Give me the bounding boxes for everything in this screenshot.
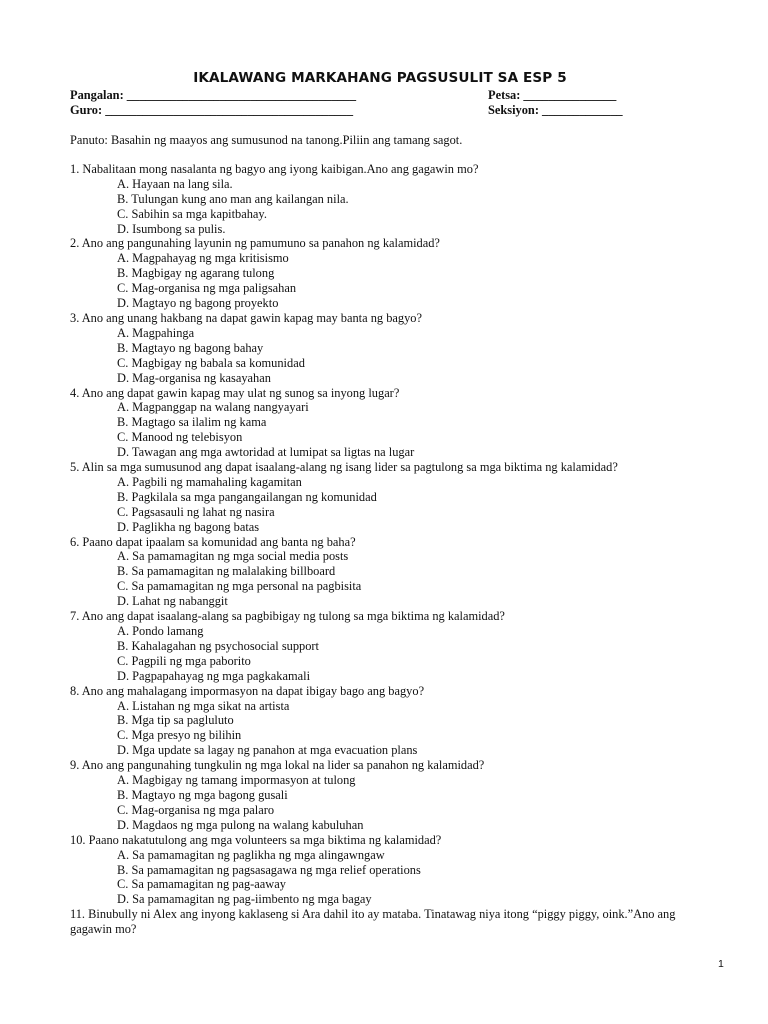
answer-choice: C. Mag-organisa ng mga paligsahan [117, 281, 297, 296]
answer-choice: C. Magbigay ng babala sa komunidad [117, 355, 305, 370]
answer-choice: B. Magbigay ng agarang tulong [117, 266, 275, 281]
question-item [70, 609, 690, 684]
answer-choice: B. Kahalagahan ng psychosocial support [117, 638, 319, 653]
question-item [70, 311, 690, 386]
answer-choice: A. Magbigay ng tamang impormasyon at tulong [117, 773, 356, 788]
question-item [70, 236, 690, 311]
answer-choice: D. Lahat ng nabanggit [117, 594, 228, 609]
question-text: 11. Binubully ni Alex ang inyong kaklaseng si Ara dahil ito ay mataba. Tinatawag niya itong “piggy piggy, oink.”Ano ang gagawin mo? [70, 907, 676, 937]
answer-choice: B. Mga tip sa pagluluto [117, 713, 234, 728]
exam-page [70, 70, 690, 937]
answer-choice: D. Pagpapahayag ng mga pagkakamali [117, 668, 311, 683]
answer-choice: A. Listahan ng mga sikat na artista [117, 698, 290, 713]
question-text: 9. Ano ang pangunahing tungkulin ng mga lokal na lider sa panahon ng kalamidad? [70, 758, 485, 773]
question-text: 2. Ano ang pangunahing layunin ng pamumuno sa panahon ng kalamidad? [70, 236, 440, 251]
answer-choice: D. Mga update sa lagay ng panahon at mga evacuation plans [117, 743, 418, 758]
question-item [70, 907, 690, 937]
question-text: 1. Nabalitaan mong nasalanta ng bagyo ang iyong kaibigan.Ano ang gagawin mo? [70, 161, 479, 176]
answer-choice: D. Magtayo ng bagong proyekto [117, 296, 279, 311]
field-row-name-date [70, 88, 690, 103]
section-field[interactable]: Seksiyon: _____________ [488, 103, 623, 117]
answer-choice: C. Pagpili ng mga paborito [117, 653, 251, 668]
question-list [70, 162, 690, 937]
answer-choice: A. Magpanggap na walang nangyayari [117, 400, 309, 415]
question-text: 7. Ano ang dapat isaalang-alang sa pagbibigay ng tulong sa mga biktima ng kalamidad? [70, 609, 505, 624]
answer-choice: B. Magtago sa ilalim ng kama [117, 415, 267, 430]
question-item [70, 386, 690, 461]
answer-choice: B. Sa pamamagitan ng pagsasagawa ng mga relief operations [117, 862, 421, 877]
answer-choice: A. Sa pamamagitan ng mga social media posts [117, 549, 349, 564]
question-text: 8. Ano ang mahalagang impormasyon na dapat ibigay bago ang bagyo? [70, 683, 425, 698]
question-item [70, 162, 690, 237]
question-text: 6. Paano dapat ipaalam sa komunidad ang banta ng baha? [70, 534, 356, 549]
question-item [70, 833, 690, 908]
answer-choice: A. Hayaan na lang sila. [117, 176, 233, 191]
answer-choice: D. Isumbong sa pulis. [117, 221, 226, 236]
answer-choice: A. Sa pamamagitan ng paglikha ng mga alingawngaw [117, 847, 385, 862]
field-row-teacher-section [70, 103, 690, 118]
page-number: 1 [718, 958, 724, 970]
answer-choice: B. Tulungan kung ano man ang kailangan nila. [117, 191, 349, 206]
answer-choice: D. Tawagan ang mga awtoridad at lumipat sa ligtas na lugar [117, 445, 415, 460]
question-item [70, 535, 690, 610]
answer-choice: B. Magtayo ng mga bagong gusali [117, 787, 288, 802]
question-text: 3. Ano ang unang hakbang na dapat gawin kapag may banta ng bagyo? [70, 310, 422, 325]
answer-choice: C. Sa pamamagitan ng mga personal na pagbisita [117, 579, 362, 594]
answer-choice: D. Paglikha ng bagong batas [117, 519, 260, 534]
answer-choice: A. Magpahinga [117, 325, 195, 340]
instructions: Panuto: Basahin ng maayos ang sumusunod na tanong.Piliin ang tamang sagot. [70, 133, 463, 147]
question-item [70, 460, 690, 535]
exam-title: IKALAWANG MARKAHANG PAGSUSULIT SA ESP 5 [193, 70, 567, 86]
question-item [70, 758, 690, 833]
question-item [70, 684, 690, 759]
answer-choice: A. Magpahayag ng mga kritisismo [117, 251, 289, 266]
answer-choice: A. Pondo lamang [117, 624, 204, 638]
answer-choice: C. Pagsasauli ng lahat ng nasira [117, 504, 275, 519]
name-field[interactable]: Pangalan: _____________________________________ [70, 88, 357, 102]
date-field[interactable]: Petsa: _______________ [488, 88, 617, 102]
answer-choice: C. Sa pamamagitan ng pag-aaway [117, 877, 286, 892]
answer-choice: B. Pagkilala sa mga pangangailangan ng komunidad [117, 489, 377, 504]
answer-choice: D. Magdaos ng mga pulong na walang kabuluhan [117, 817, 364, 832]
answer-choice: D. Mag-organisa ng kasayahan [117, 370, 271, 385]
answer-choice: B. Sa pamamagitan ng malalaking billboard [117, 564, 336, 579]
question-text: 10. Paano nakatutulong ang mga volunteers sa mga biktima ng kalamidad? [70, 832, 442, 847]
answer-choice: C. Sabihin sa mga kapitbahay. [117, 206, 267, 221]
answer-choice: B. Magtayo ng bagong bahay [117, 340, 264, 355]
question-text: 5. Alin sa mga sumusunod ang dapat isaalang-alang ng isang lider sa pagtulong sa mga biktima ng kalamidad? [70, 460, 618, 475]
answer-choice: A. Pagbili ng mamahaling kagamitan [117, 474, 302, 489]
answer-choice: D. Sa pamamagitan ng pag-iimbento ng mga bagay [117, 892, 372, 907]
question-text: 4. Ano ang dapat gawin kapag may ulat ng sunog sa inyong lugar? [70, 385, 400, 400]
answer-choice: C. Mga presyo ng bilihin [117, 728, 242, 743]
teacher-field[interactable]: Guro: ________________________________________ [70, 103, 354, 117]
answer-choice: C. Manood ng telebisyon [117, 430, 243, 445]
answer-choice: C. Mag-organisa ng mga palaro [117, 802, 275, 817]
